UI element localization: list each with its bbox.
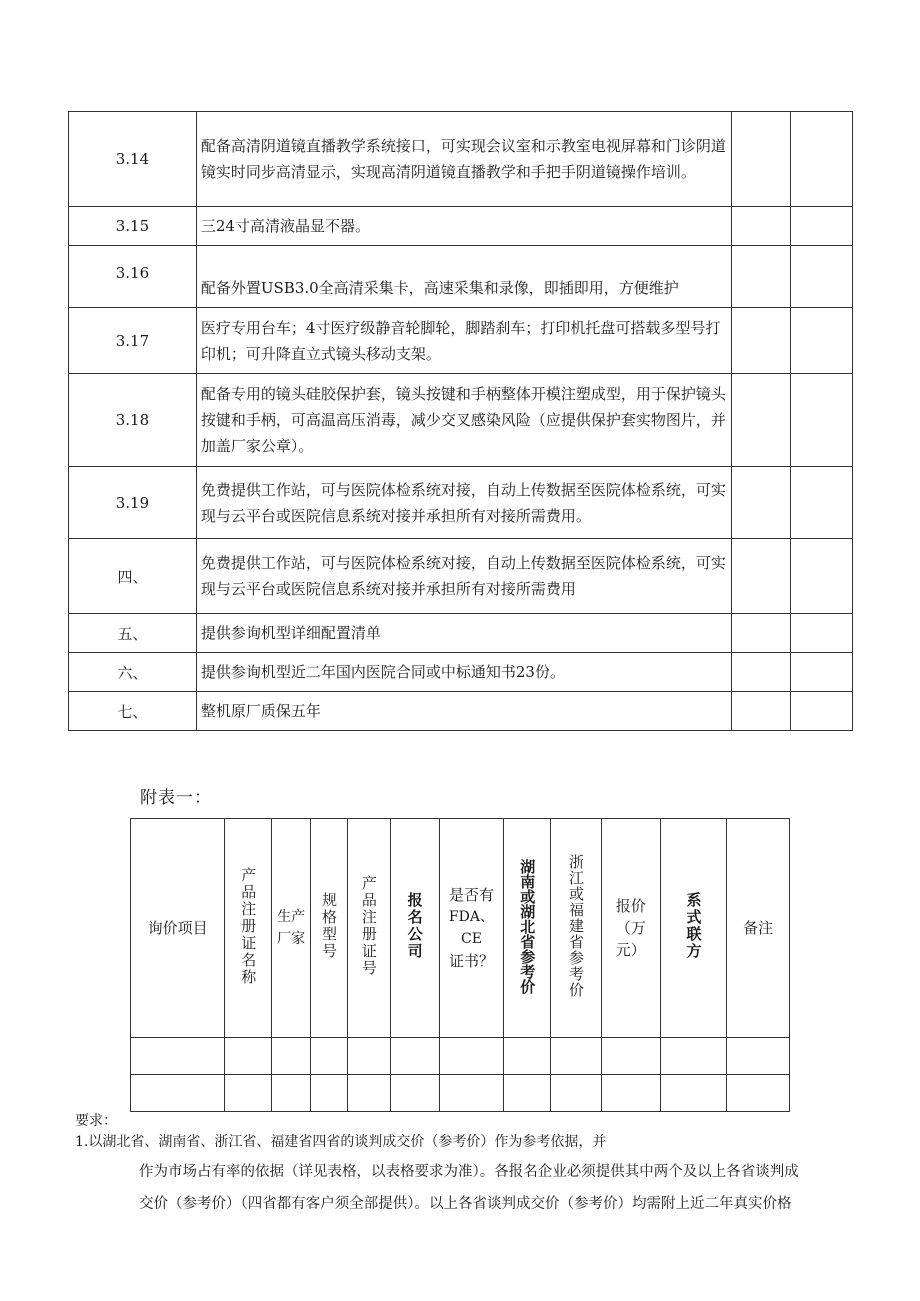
item-description: 配备外置USB3.0全高清采集卡，高速采集和录像，即插即用，方便维护 xyxy=(196,246,731,308)
empty-cell xyxy=(732,692,790,731)
empty-cell xyxy=(732,308,790,374)
requirements-title: 要求： xyxy=(75,1113,117,1129)
empty-cell xyxy=(790,207,852,246)
header-fda-ce: 是否有 FDA、CE 证书？ xyxy=(439,819,504,1038)
empty-cell[interactable] xyxy=(660,1075,727,1112)
item-number: 3.16 xyxy=(69,246,197,308)
header-applicant: 报名公司 xyxy=(390,819,439,1038)
empty-cell[interactable] xyxy=(272,1075,311,1112)
requirement-line: 作为市场占有率的依据（详见表格，以表格要求为准）。各报名企业必须提供其中两个及以上各省谈判成 xyxy=(139,1164,799,1180)
empty-cell xyxy=(790,112,852,207)
empty-cell xyxy=(732,207,790,246)
table-row xyxy=(69,308,853,374)
empty-cell xyxy=(732,246,790,308)
table-row xyxy=(69,374,853,467)
requirement-line: 交价（参考价）（四省都有客户须全部提供）。以上各省谈判成交价（参考价）均需附上近二年真实价格 xyxy=(139,1196,792,1212)
item-number: 3.19 xyxy=(69,467,197,539)
empty-cell xyxy=(732,374,790,467)
header-remarks: 备注 xyxy=(727,819,790,1038)
empty-cell[interactable] xyxy=(347,1075,390,1112)
item-number: 六、 xyxy=(69,653,197,692)
table-row xyxy=(69,467,853,539)
item-number: 3.14 xyxy=(69,112,197,207)
empty-cell xyxy=(790,653,852,692)
item-number: 3.17 xyxy=(69,308,197,374)
header-contact: 系式联方 xyxy=(660,819,727,1038)
empty-cell[interactable] xyxy=(311,1075,348,1112)
empty-cell[interactable] xyxy=(439,1038,504,1075)
item-description: 提供参询机型近二年国内医院合同或中标通知书23份。 xyxy=(196,653,731,692)
header-reg-cert-no: 产品注册证号 xyxy=(347,819,390,1038)
header-hunan-hubei: 湖南或湖北省参考价 xyxy=(504,819,551,1038)
item-number: 四、 xyxy=(69,539,197,614)
requirement-line: 1.以湖北省、湖南省、浙江省、福建省四省的谈判成交价（参考价）作为参考依据，并 xyxy=(75,1134,607,1150)
header-spec-model: 规格型号 xyxy=(311,819,348,1038)
empty-cell xyxy=(732,112,790,207)
item-description: 医疗专用台车；4寸医疗级静音轮脚轮，脚踏刹车；打印机托盘可搭载多型号打印机；可升降直立式镜头移动支架。 xyxy=(196,308,731,374)
spec-table xyxy=(68,111,853,731)
empty-cell[interactable] xyxy=(439,1075,504,1112)
requirements-section xyxy=(75,1112,865,1220)
table-row xyxy=(131,1038,790,1075)
header-zhejiang-fujian: 浙江或福建省参考价 xyxy=(551,819,602,1038)
empty-cell xyxy=(790,614,852,653)
empty-cell[interactable] xyxy=(272,1038,311,1075)
empty-cell xyxy=(790,308,852,374)
empty-cell[interactable] xyxy=(131,1038,225,1075)
empty-cell[interactable] xyxy=(727,1038,790,1075)
item-description: 提供参询机型详细配置清单 xyxy=(196,614,731,653)
empty-cell xyxy=(732,653,790,692)
empty-cell[interactable] xyxy=(551,1075,602,1112)
empty-cell xyxy=(790,692,852,731)
requirement-continuation xyxy=(75,1156,865,1220)
table-row xyxy=(69,112,853,207)
item-description: 配备专用的镜头硅胶保护套，镜头按键和手柄整体开模注塑成型，用于保护镜头按键和手柄，可高温高压消毒，减少交叉感染风险（应提供保护套实物图片，并加盖厂家公章）。 xyxy=(196,374,731,467)
empty-cell[interactable] xyxy=(504,1075,551,1112)
empty-cell[interactable] xyxy=(390,1075,439,1112)
item-number: 3.15 xyxy=(69,207,197,246)
empty-cell[interactable] xyxy=(225,1075,272,1112)
table-row xyxy=(69,653,853,692)
empty-cell xyxy=(732,539,790,614)
empty-cell[interactable] xyxy=(311,1038,348,1075)
item-number: 七、 xyxy=(69,692,197,731)
empty-cell[interactable] xyxy=(131,1075,225,1112)
empty-cell[interactable] xyxy=(347,1038,390,1075)
item-description: 免费提供工作站，可与医院体检系统对接，自动上传数据至医院体检系统，可实现与云平台或医院信息系统对接并承担所有对接所需费用。 xyxy=(196,467,731,539)
table-row xyxy=(69,614,853,653)
table-row xyxy=(69,207,853,246)
empty-cell[interactable] xyxy=(390,1038,439,1075)
empty-cell xyxy=(732,614,790,653)
empty-cell[interactable] xyxy=(727,1075,790,1112)
item-number: 五、 xyxy=(69,614,197,653)
empty-cell[interactable] xyxy=(504,1038,551,1075)
item-description: 三24寸高清液晶显不器。 xyxy=(196,207,731,246)
empty-cell[interactable] xyxy=(601,1075,660,1112)
header-reg-cert-name: 产品注册证名称 xyxy=(225,819,272,1038)
header-quote: 报价 （万 元） xyxy=(601,819,660,1038)
empty-cell[interactable] xyxy=(551,1038,602,1075)
empty-cell xyxy=(790,374,852,467)
item-description: 整机原厂质保五年 xyxy=(196,692,731,731)
empty-cell xyxy=(732,467,790,539)
table-row xyxy=(69,692,853,731)
header-manufacturer: 生产厂家 xyxy=(272,819,311,1038)
item-description: 配备高清阴道镜直播教学系统接口，可实现会议室和示教室电视屏幕和门诊阴道镜实时同步高清显示，实现高清阴道镜直播教学和手把手阴道镜操作培训。 xyxy=(196,112,731,207)
empty-cell[interactable] xyxy=(225,1038,272,1075)
item-description: 免费提供工作站，可与医院体检系统对接，自动上传数据至医院体检系统，可实现与云平台或医院信息系统对接并承担所有对接所需费用 xyxy=(196,539,731,614)
item-number: 3.18 xyxy=(69,374,197,467)
table-row xyxy=(69,539,853,614)
empty-cell xyxy=(790,467,852,539)
table-row xyxy=(69,246,853,308)
empty-cell xyxy=(790,539,852,614)
empty-cell[interactable] xyxy=(601,1038,660,1075)
empty-cell xyxy=(790,246,852,308)
appendix-title: 附表一： xyxy=(140,788,212,808)
table-row xyxy=(131,1075,790,1112)
header-row xyxy=(131,819,790,1038)
appendix-table xyxy=(130,818,790,1112)
header-inquiry-item: 询价项目 xyxy=(131,819,225,1038)
empty-cell[interactable] xyxy=(660,1038,727,1075)
